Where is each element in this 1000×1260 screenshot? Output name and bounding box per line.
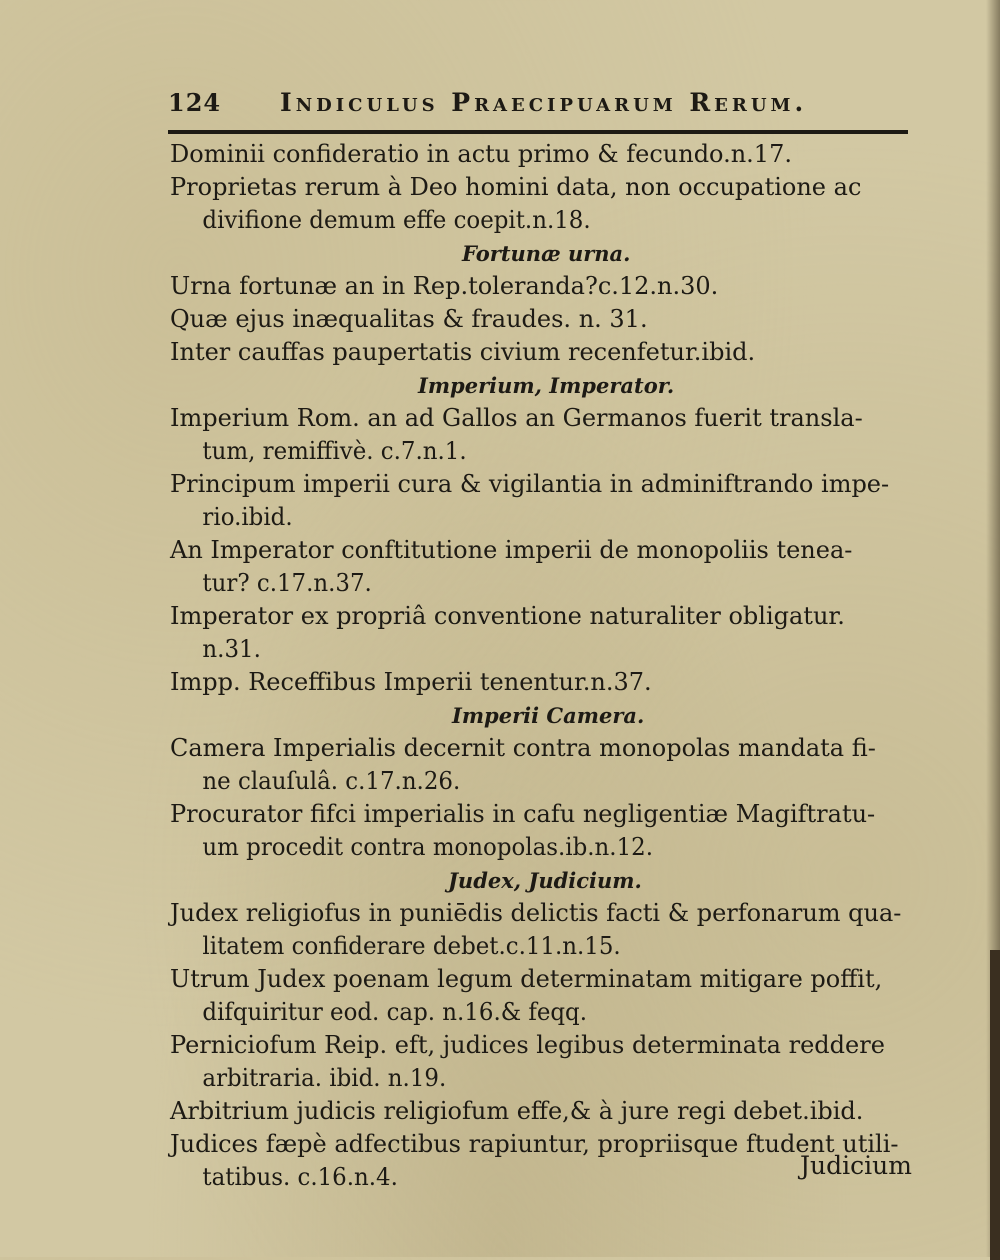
index-entry [170, 336, 915, 369]
index-entry [170, 600, 915, 666]
section-heading [170, 237, 915, 270]
entry-line: Urna fortunæ an in Rep.toleranda?c.12.n.30. [170, 272, 719, 300]
entry-continuation: litatem confiderare debet.c.11.n.15. [202, 932, 621, 960]
section-heading [170, 369, 915, 402]
entry-line: Camera Imperialis decernit contra monopolas mandata fi- [170, 734, 876, 762]
entry-line: Inter cauffas paupertatis civium recenfetur.ibid. [170, 338, 756, 366]
section-heading-text: Imperium, Imperator. [418, 373, 675, 398]
entry-continuation: rio.ibid. [202, 503, 293, 531]
page-header [168, 88, 913, 128]
entry-continuation: difquiritur eod. cap. n.16.& feqq. [202, 998, 588, 1026]
entry-line: Judex religiofus in puniēdis delictis facti & perfonarum qua- [170, 899, 902, 927]
index-entry [170, 666, 915, 699]
entry-continuation: tatibus. c.16.n.4. [202, 1163, 398, 1191]
section-heading-text: Imperii Camera. [452, 703, 645, 728]
book-edge-strip [990, 950, 1000, 1260]
index-entry [170, 1029, 915, 1095]
index-entry [170, 798, 915, 864]
entry-continuation: n.31. [202, 635, 261, 663]
index-entry [170, 963, 915, 1029]
entry-line: An Imperator conftitutione imperii de monopoliis tenea- [170, 536, 853, 564]
entry-line: Impp. Receffibus Imperii tenentur.n.37. [170, 668, 652, 696]
index-entry [170, 138, 915, 171]
index-entry [170, 732, 915, 798]
entry-line: Principum imperii cura & vigilantia in adminiftrando impe- [170, 470, 890, 498]
section-heading-text: Judex, Judicium. [448, 868, 642, 893]
entry-continuation: ne clauſulâ. c.17.n.26. [202, 767, 461, 795]
page-number: 124 [168, 88, 222, 117]
entry-continuation: arbitraria. ibid. n.19. [202, 1064, 447, 1092]
section-heading-text: Fortunæ urna. [462, 241, 631, 266]
entry-line: Imperator ex propriâ conventione naturaliter obligatur. [170, 602, 845, 630]
entry-continuation: tur? c.17.n.37. [202, 569, 372, 597]
header-rule [168, 130, 908, 134]
entry-continuation: um procedit contra monopolas.ib.n.12. [202, 833, 653, 861]
running-title: Indiculus Praecipuarum Rerum. [280, 88, 808, 117]
entry-line: Judices fæpè adfectibus rapiuntur, propriisque ftudent utili- [170, 1130, 899, 1158]
index-entry [170, 303, 915, 336]
section-heading [170, 699, 915, 732]
entry-line: Imperium Rom. an ad Gallos an Germanos fuerit transla- [170, 404, 863, 432]
index-entry [170, 402, 915, 468]
entry-continuation: divifione demum effe coepit.n.18. [202, 206, 591, 234]
index-entry [170, 468, 915, 534]
index-entry [170, 270, 915, 303]
index-entries [170, 138, 915, 1194]
entry-line: Proprietas rerum à Deo homini data, non occupatione ac [170, 173, 862, 201]
index-entry [170, 534, 915, 600]
entry-line: Quæ ejus inæqualitas & fraudes. n. 31. [170, 305, 648, 333]
index-entry [170, 897, 915, 963]
catchword: Judicium [800, 1151, 912, 1180]
entry-line: Perniciofum Reip. eft, judices legibus determinata reddere [170, 1031, 885, 1059]
entry-line: Dominii confideratio in actu primo & fecundo.n.17. [170, 140, 792, 168]
entry-continuation: tum, remiffivè. c.7.n.1. [202, 437, 467, 465]
entry-line: Procurator fifci imperialis in cafu negligentiæ Magiftratu- [170, 800, 876, 828]
section-heading [170, 864, 915, 897]
index-entry [170, 171, 915, 237]
entry-line: Arbitrium judicis religiofum effe,& à jure regi debet.ibid. [170, 1097, 864, 1125]
index-entry [170, 1095, 915, 1128]
entry-line: Utrum Judex poenam legum determinatam mitigare poffit, [170, 965, 883, 993]
